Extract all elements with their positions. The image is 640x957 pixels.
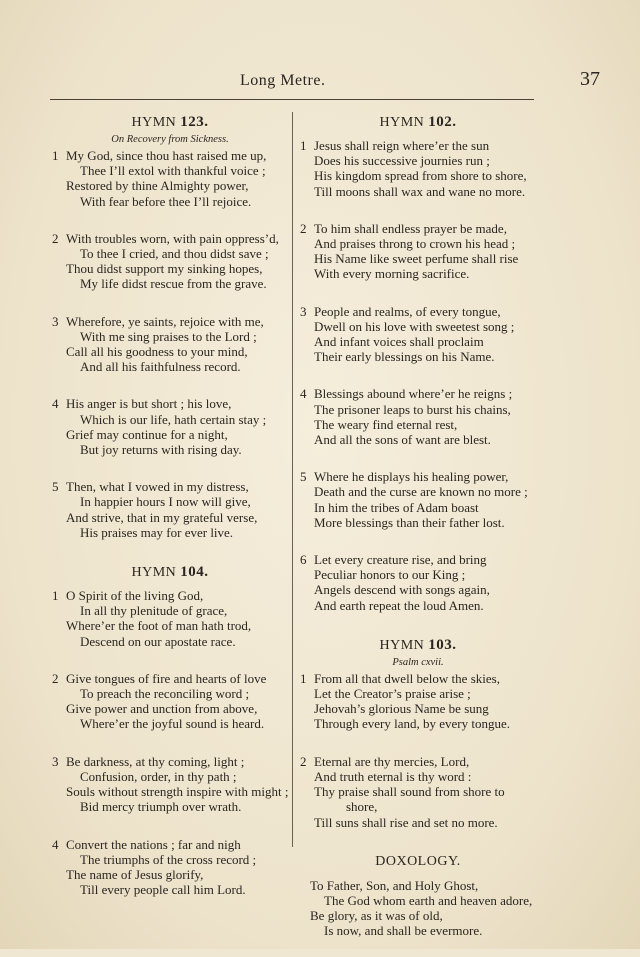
verse-line: Peculiar honors to our King ; [314, 567, 466, 583]
verse [50, 396, 290, 457]
verse-number: 4 [52, 836, 59, 852]
verse-line: With me sing praises to the Lord ; [80, 328, 257, 344]
verse-number: 2 [300, 220, 307, 236]
verse-number: 2 [52, 670, 59, 686]
hymn-number: 103. [428, 636, 457, 653]
verse-line: Restored by thine Almighty power, [66, 178, 249, 194]
hymn-label: HYMN [131, 565, 177, 581]
verse-line: Dwell on his love with sweetest song ; [314, 318, 515, 334]
verse-number: 2 [52, 230, 59, 246]
verse-number: 3 [52, 753, 59, 769]
verse-line: Thy praise shall sound from shore to [314, 784, 505, 800]
verse [50, 588, 290, 649]
doxology-title: DOXOLOGY. [375, 853, 461, 869]
verse-number: 5 [52, 479, 59, 495]
verse-number: 3 [300, 303, 307, 319]
verse-line: Their early blessings on his Name. [314, 349, 495, 365]
verse-line: O Spirit of the living God, [66, 588, 204, 604]
verse-line: Does his successive journies run ; [314, 153, 490, 169]
verse-number: 6 [300, 552, 307, 568]
verse [50, 754, 290, 815]
verse-line: Give power and unction from above, [66, 701, 258, 717]
verse-line: shore, [346, 799, 378, 815]
verse [50, 671, 290, 732]
doxology-line: The God whom earth and heaven adore, [324, 892, 533, 908]
verse-line: And earth repeat the loud Amen. [314, 597, 484, 613]
verse [298, 552, 538, 613]
hymn-number: 123. [180, 114, 209, 130]
verse-line: His Name like sweet perfume shall rise [314, 251, 519, 267]
verse-line: Descend on our apostate race. [80, 633, 236, 649]
verse-number: 4 [300, 386, 307, 402]
verse-line: His anger is but short ; his love, [66, 396, 232, 412]
hymn-number: 102. [428, 114, 457, 130]
verse-line: And all his faithfulness record. [80, 359, 241, 375]
verse-line: Jehovah’s glorious Name be sung [314, 701, 489, 717]
verse-list [50, 588, 290, 897]
verse-line: Give tongues of fire and hearts of love [66, 670, 267, 686]
doxology-line: To Father, Son, and Holy Ghost, [310, 877, 479, 893]
verse-line: Then, what I vowed in my distress, [66, 479, 249, 495]
verse-line: And truth eternal is thy word : [314, 768, 472, 784]
verse-line: And praises throng to crown his head ; [314, 236, 516, 252]
verse-line: With fear before thee I’ll rejoice. [80, 193, 252, 209]
verse-line: And all the sons of want are blest. [314, 432, 491, 448]
hymn-label: HYMN [379, 115, 425, 130]
verse-line: Till every people call him Lord. [80, 882, 246, 898]
verse [50, 837, 290, 898]
verse-line: Till suns shall rise and set no more. [314, 814, 498, 830]
page-number: 37 [580, 68, 600, 90]
verse-line: With troubles worn, with pain oppress’d, [66, 230, 279, 246]
verse-line: Eternal are thy mercies, Lord, [314, 753, 470, 769]
hymn-label: HYMN [379, 637, 425, 653]
hymn-label: HYMN [131, 115, 177, 130]
running-title: Long Metre. [240, 72, 326, 89]
verse-line: Which is our life, hath certain stay ; [80, 411, 267, 427]
verse-line: Thee I’ll extol with thankful voice ; [80, 163, 266, 179]
running-header [40, 68, 600, 94]
verse-line: Convert the nations ; far and nigh [66, 836, 241, 852]
verse-line: Souls without strength inspire with might ; [66, 784, 289, 800]
verse-line: The weary find eternal rest, [314, 416, 458, 432]
verse-line: My God, since thou hast raised me up, [66, 148, 267, 163]
verse-line: Be darkness, at thy coming, light ; [66, 753, 245, 769]
verse-number: 5 [300, 469, 307, 485]
verse [50, 314, 290, 375]
verse [298, 754, 538, 830]
verse-number: 4 [52, 396, 59, 412]
hymn-title [50, 112, 290, 132]
verse-line: Jesus shall reign where’er the sun [314, 138, 490, 153]
hymn-subtitle: Psalm cxvii. [392, 656, 444, 668]
verse-line: More blessings than their father lost. [314, 514, 505, 530]
verse-number: 1 [300, 138, 307, 153]
verse-line: Blessings abound where’er he reigns ; [314, 386, 513, 402]
verse-line: The prisoner leaps to burst his chains, [314, 401, 511, 417]
verse-line: The name of Jesus glorify, [66, 866, 204, 882]
verse-line: To thee I cried, and thou didst save ; [80, 246, 269, 262]
hymn-103 [298, 635, 538, 830]
verse-line: Confusion, order, in thy path ; [80, 768, 237, 784]
verse-line: Through every land, by every tongue. [314, 716, 511, 732]
verse-number: 1 [52, 588, 59, 604]
verse-line: To him shall endless prayer be made, [314, 220, 507, 236]
verse [298, 469, 538, 530]
verse [50, 479, 290, 540]
verse-line: His praises may for ever live. [80, 524, 234, 540]
verse-line: Where’er the joyful sound is heard. [80, 716, 265, 732]
verse-number: 3 [52, 313, 59, 329]
verse-line: Death and the curse are known no more ; [314, 484, 528, 500]
hymn-102 [298, 112, 538, 613]
right-column [298, 112, 538, 957]
hymn-subtitle: On Recovery from Sickness. [111, 134, 229, 145]
verse-list [50, 148, 290, 540]
verse [298, 671, 538, 732]
verse-list [298, 138, 538, 613]
verse-line: My life didst rescue from the grave. [80, 276, 267, 292]
hymn-123 [50, 112, 290, 540]
hymn-title [50, 562, 290, 582]
verse-line: Grief may continue for a night, [66, 426, 228, 442]
verse-line: Thou didst support my sinking hopes, [66, 261, 263, 277]
verse-line: In him the tribes of Adam boast [314, 499, 479, 515]
header-rule [50, 99, 534, 100]
verse-line: Call all his goodness to your mind, [66, 344, 248, 360]
verse-number: 1 [300, 670, 307, 686]
verse-line: And infant voices shall proclaim [314, 334, 484, 350]
verse-line: His kingdom spread from shore to shore, [314, 168, 527, 184]
verse-line: In all thy plenitude of grace, [80, 603, 228, 619]
verse-list [298, 671, 538, 830]
doxology [298, 852, 538, 939]
verse [298, 386, 538, 447]
verse-line: People and realms, of every tongue, [314, 303, 501, 319]
verse-line: Let every creature rise, and bring [314, 552, 487, 568]
hymn-number: 104. [180, 564, 209, 581]
verse-line: Angels descend with songs again, [314, 582, 490, 598]
verse [298, 221, 538, 282]
verse [50, 231, 290, 292]
verse-line: Wherefore, ye saints, rejoice with me, [66, 313, 264, 329]
verse-line: Let the Creator’s praise arise ; [314, 686, 471, 702]
verse [298, 138, 538, 199]
verse-line: Where’er the foot of man hath trod, [66, 618, 252, 634]
verse [298, 304, 538, 365]
hymn-104 [50, 562, 290, 897]
verse [50, 148, 290, 209]
verse-line: And strive, that in my grateful verse, [66, 509, 258, 525]
verse-number: 1 [52, 148, 59, 163]
verse-line: With every morning sacrifice. [314, 266, 470, 282]
verse-number: 2 [300, 753, 307, 769]
left-column [50, 112, 290, 919]
verse-line: Where he displays his healing power, [314, 469, 509, 485]
verse-line: Till moons shall wax and wane no more. [314, 183, 526, 199]
verse-line: From all that dwell below the skies, [314, 670, 500, 686]
verse-line: The triumphs of the cross record ; [80, 851, 257, 867]
doxology-line: Be glory, as it was of old, [310, 908, 443, 924]
hymn-title [298, 112, 538, 132]
verse-line: But joy returns with rising day. [80, 442, 242, 458]
hymn-title [298, 635, 538, 655]
verse-line: To preach the reconciling word ; [80, 686, 250, 702]
column-divider [292, 112, 293, 847]
doxology-line: Is now, and shall be evermore. [324, 923, 483, 939]
verse-line: In happier hours I now will give, [80, 494, 251, 510]
verse-line: Bid mercy triumph over wrath. [80, 799, 242, 815]
